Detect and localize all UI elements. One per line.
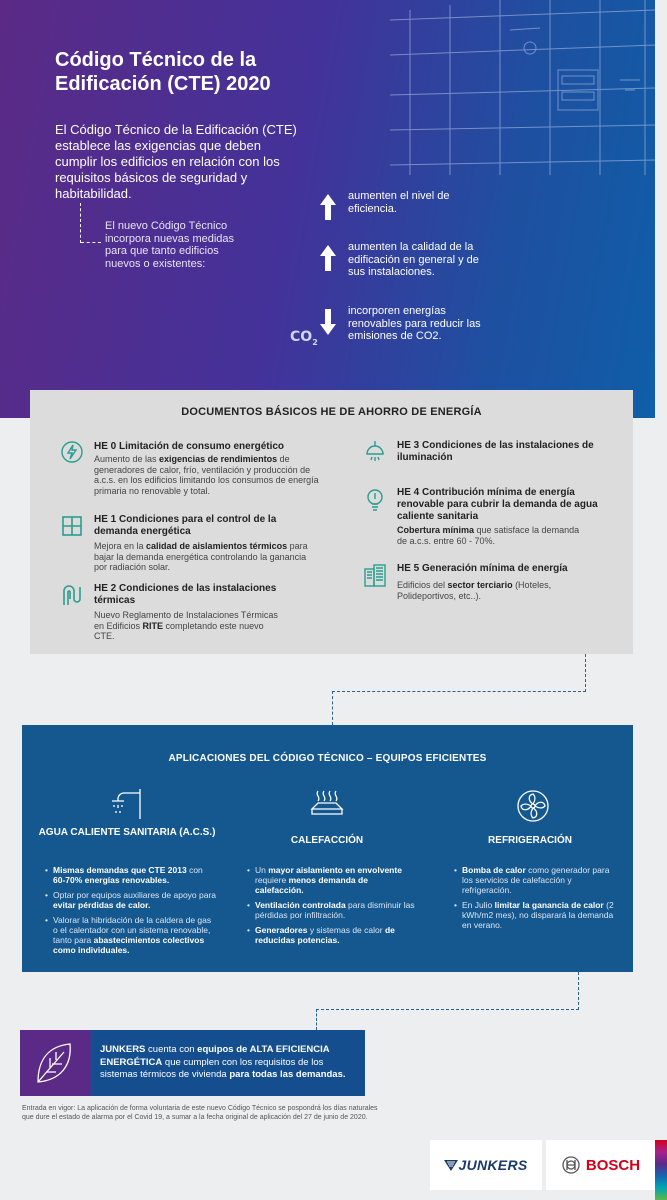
arrow-down-icon — [318, 307, 338, 337]
acs-list — [45, 865, 217, 960]
footnote: Entrada en vigor: La aplicación de forma voluntaria de este nuevo Código Técnico se pospondrá los días naturales que dure el estado de alarma por el Covid 19, a sumar a la fecha original de aplicación del 27 de junio de 2020. — [22, 1105, 378, 1121]
requirement-text: aumenten la calidad de la edificación en general y de sus instalaciones. — [348, 241, 479, 278]
page-title: Código Técnico de la Edificación (CTE) 2020 — [55, 49, 271, 95]
ceiling-lamp-icon — [363, 440, 387, 464]
cooling-title: REFRIGERACIÓN — [488, 835, 572, 846]
bosch-armature-icon — [562, 1156, 580, 1174]
heating-floor-icon — [310, 787, 344, 821]
leaf-icon — [34, 1042, 74, 1086]
acs-title: AGUA CALIENTE SANITARIA (A.C.S.) — [38, 827, 216, 838]
cooling-list — [454, 865, 620, 935]
he2-description: Nuevo Reglamento de Instalaciones Térmicas en Edificios RITE completando este nuevo CTE. — [94, 610, 278, 641]
applications-card — [22, 725, 633, 972]
dashed-connector — [316, 1009, 317, 1030]
list-item: • Bomba de calor como generador para los servicios de calefacción y refrigeración. — [454, 865, 620, 895]
he3-title: HE 3 Condiciones de las instalaciones de iluminación — [397, 440, 594, 463]
requirement-text: incorporen energías renovables para reducir las emisiones de CO2. — [348, 305, 481, 342]
he0-description: Aumento de las exigencias de rendimientos de generadores de calor, frío, ventilación y producción de a.c.s. en los edificios limitando los consumos de energía primaria no renovable y total. — [94, 454, 319, 496]
he1-title: HE 1 Condiciones para el control de la demanda energética — [94, 514, 277, 537]
dashed-connector — [585, 654, 586, 692]
brand-color-bar — [655, 1140, 667, 1200]
list-item: • Optar por equipos auxiliares de apoyo para evitar pérdidas de calor. — [45, 890, 217, 910]
junkers-emblem-icon — [444, 1158, 458, 1172]
brand-logos — [430, 1140, 667, 1190]
arrow-up-icon — [318, 243, 338, 273]
he5-description: Edificios del sector terciario (Hoteles, Polideportivos, etc..). — [397, 580, 552, 601]
junkers-text: JUNKERS cuenta con equipos de ALTA EFICIENCIA ENERGÉTICA que cumplen con los requisitos de los sistemas térmicos de vivienda para todas las demandas. — [100, 1044, 346, 1080]
he2-title: HE 2 Condiciones de las instalaciones térmicas — [94, 583, 277, 606]
he5-title: HE 5 Generación mínima de energía — [397, 563, 568, 574]
buildings-icon — [363, 563, 387, 587]
list-item: • Ventilación controlada para disminuir las pérdidas por infiltración. — [247, 900, 415, 920]
hero-section — [0, 0, 655, 418]
heating-title: CALEFACCIÓN — [290, 835, 364, 846]
he4-description: Cobertura mínima que satisface la demanda de a.c.s. entre 60 - 70%. — [397, 525, 580, 546]
heating-list — [247, 865, 415, 950]
requirement-text: aumenten el nivel de eficiencia. — [348, 190, 450, 215]
co2-icon: $CO_2$ — [290, 329, 318, 347]
applications-heading: APLICACIONES DEL CÓDIGO TÉCNICO – EQUIPOS EFICIENTES — [168, 753, 487, 764]
window-icon — [60, 514, 84, 538]
intro-text: El Código Técnico de la Edificación (CTE) establece las exigencias que deben cumplir los edificios en relación con los requisitos básicos de seguridad y habitabilidad. — [55, 122, 297, 201]
he0-title: HE 0 Limitación de consumo energético — [94, 441, 285, 452]
list-item: • Mismas demandas que CTE 2013 con 60-70% energías renovables. — [45, 865, 217, 885]
energy-bulb-icon — [60, 440, 84, 464]
list-item: • Valorar la hibridación de la caldera de gas o el calentador con un sistema renovable, tanto para abastecimientos colectivos como individuales. — [45, 915, 217, 955]
dashed-connector — [578, 972, 579, 1010]
arrow-up-icon — [318, 192, 338, 222]
junkers-logo: JUNKERS — [430, 1140, 542, 1190]
list-item: • En Julio limitar la ganancia de calor (2 kWh/m2 mes), no disparará la demanda en verano. — [454, 900, 620, 930]
pipes-icon — [60, 583, 84, 607]
building-wireframe-illustration — [390, 0, 655, 180]
list-item: • Un mayor aislamiento en envolvente requiere menos demanda de calefacción. — [247, 865, 415, 895]
he1-description: Mejora en la calidad de aislamientos térmicos para bajar la demanda energética controlando la ganancia por radiación solar. — [94, 541, 308, 572]
documents-card — [30, 390, 633, 654]
documents-heading: DOCUMENTOS BÁSICOS HE DE AHORRO DE ENERGÍA — [181, 406, 482, 418]
dashed-connector — [332, 691, 586, 692]
list-item: • Generadores y sistemas de calor de reducidas potencias. — [247, 925, 415, 945]
bosch-logo: BOSCH — [546, 1140, 656, 1190]
fan-icon — [516, 789, 550, 823]
dashed-connector — [332, 691, 333, 725]
dashed-connector — [316, 1009, 579, 1010]
junkers-callout — [20, 1030, 365, 1096]
sub-text: El nuevo Código Técnico incorpora nuevas medidas para que tanto edificios nuevos o existentes: — [105, 220, 235, 270]
he4-title: HE 4 Contribución mínima de energía renovable para cubrir la demanda de agua caliente sanitaria — [397, 487, 598, 522]
lightbulb-icon — [363, 487, 387, 511]
shower-icon — [110, 787, 144, 821]
dashed-bracket — [80, 203, 102, 243]
